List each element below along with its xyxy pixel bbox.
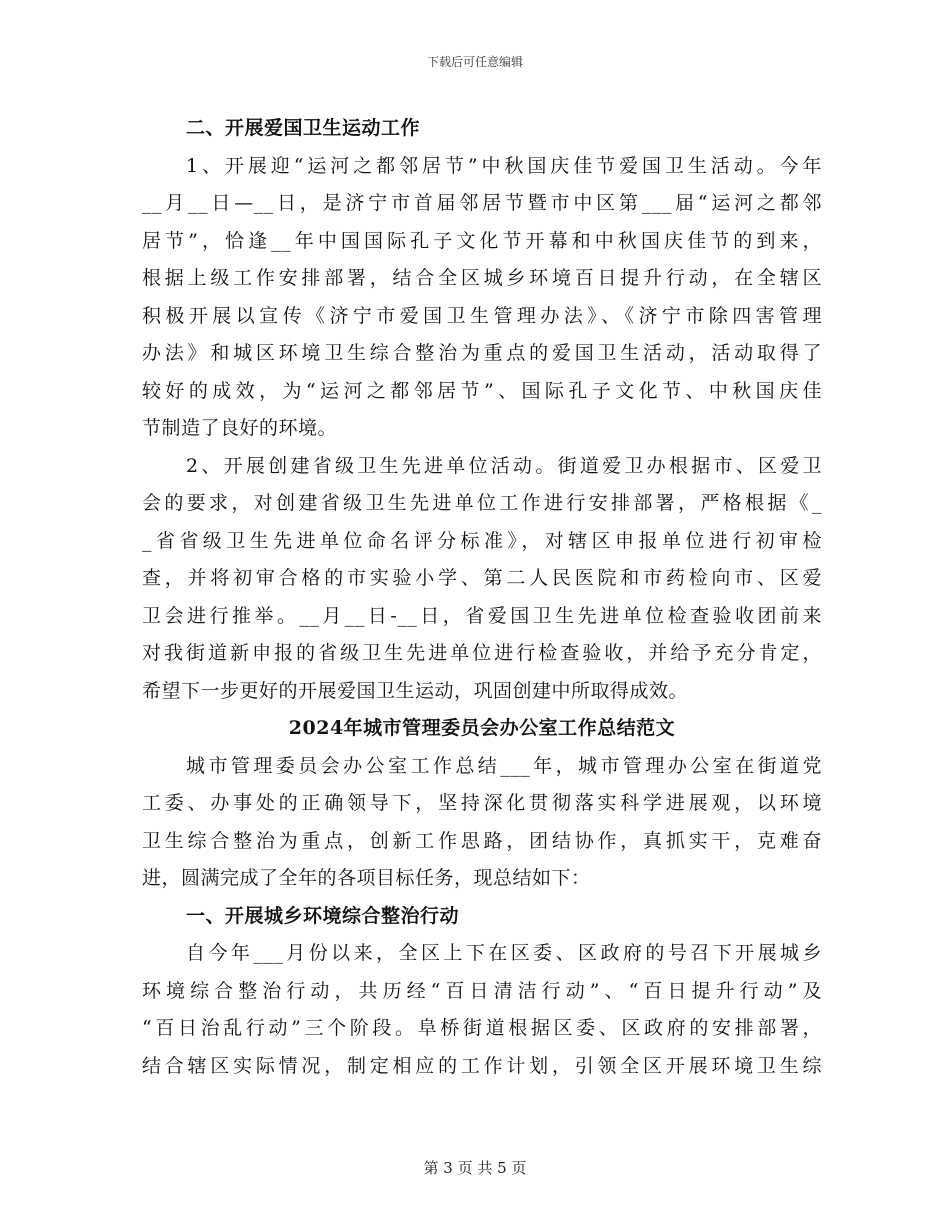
- page-header-note: 下载后可任意编辑: [426, 55, 523, 69]
- paragraph-line: _省省级卫生先进单位命名评分标准》，对辖区申报单位进行初审检: [142, 529, 822, 552]
- paragraph-line: 自今年___月份以来，全区上下在区委、区政府的号召下开展城乡: [186, 942, 822, 964]
- paragraph-line: 积极开展以宣传《济宁市爱国卫生管理办法》、《济宁市除四害管理: [142, 304, 822, 327]
- section-heading-1: 一、开展城乡环境综合整治行动: [186, 904, 460, 927]
- paragraph-line: 查，并将初审合格的市实验小学、第二人民医院和市药检向市、区爱: [142, 567, 822, 589]
- paragraph-line: 卫生综合整治为重点，创新工作思路，团结协作，真抓实干，克难奋: [142, 829, 822, 852]
- paragraph-line: 结合辖区实际情况，制定相应的工作计划，引领全区开展环境卫生综: [142, 1054, 822, 1077]
- paragraph-line: 环境综合整治行动，共历经“百日清洁行动”、“百日提升行动”及: [142, 979, 822, 1002]
- paragraph-line: 进，圆满完成了全年的各项目标任务，现总结如下：: [142, 867, 591, 889]
- page-number: 第 3 页 共 5 页: [423, 1159, 527, 1177]
- paragraph-line: 较好的成效，为“运河之都邻居节”、国际孔子文化节、中秋国庆佳: [142, 379, 822, 402]
- document-body: [142, 110, 822, 1085]
- paragraph-line: 2、开展创建省级卫生先进单位活动。街道爱卫办根据市、区爱卫: [186, 454, 822, 477]
- paragraph-line: 会的要求，对创建省级卫生先进单位工作进行安排部署，严格根据《_: [142, 492, 822, 514]
- paragraph-3: [142, 935, 822, 1085]
- paragraph-line: 城市管理委员会办公室工作总结___年，城市管理办公室在街道党: [186, 754, 822, 777]
- paragraph-line: 居节”，恰逢__年中国国际孔子文化节开幕和中秋国庆佳节的到来，: [142, 229, 822, 252]
- paragraph-line: 节制造了良好的环境。: [142, 417, 338, 439]
- article-title: 2024年城市管理委员会办公室工作总结范文: [288, 717, 676, 739]
- paragraph-intro: [142, 748, 822, 898]
- paragraph-line: 希望下一步更好的开展爱国卫生运动，巩固创建中所取得成效。: [142, 679, 689, 702]
- paragraph-line: 对我街道新申报的省级卫生先进单位进行检查验收，并给予充分肯定，: [142, 642, 822, 664]
- paragraph-line: 办法》和城区环境卫生综合整治为重点的爱国卫生活动，活动取得了: [142, 342, 822, 364]
- paragraph-line: __月__日—__日，是济宁市首届邻居节暨市中区第___届“运河之都邻: [142, 192, 822, 214]
- paragraph-2: [142, 448, 822, 711]
- paragraph-line: 根据上级工作安排部署，结合全区城乡环境百日提升行动，在全辖区: [142, 267, 822, 289]
- paragraph-line: 工委、办事处的正确领导下，坚持深化贯彻落实科学进展观，以环境: [142, 792, 822, 814]
- paragraph-line: 卫会进行推举。__月__日-__日，省爱国卫生先进单位检查验收团前来: [142, 604, 822, 627]
- paragraph-line: 1、开展迎“运河之都邻居节”中秋国庆佳节爱国卫生活动。今年: [186, 154, 822, 177]
- paragraph-line: “百日治乱行动”三个阶段。阜桥街道根据区委、区政府的安排部署，: [142, 1017, 822, 1039]
- section-heading-2: 二、开展爱国卫生运动工作: [186, 117, 421, 139]
- paragraph-1: [142, 148, 822, 448]
